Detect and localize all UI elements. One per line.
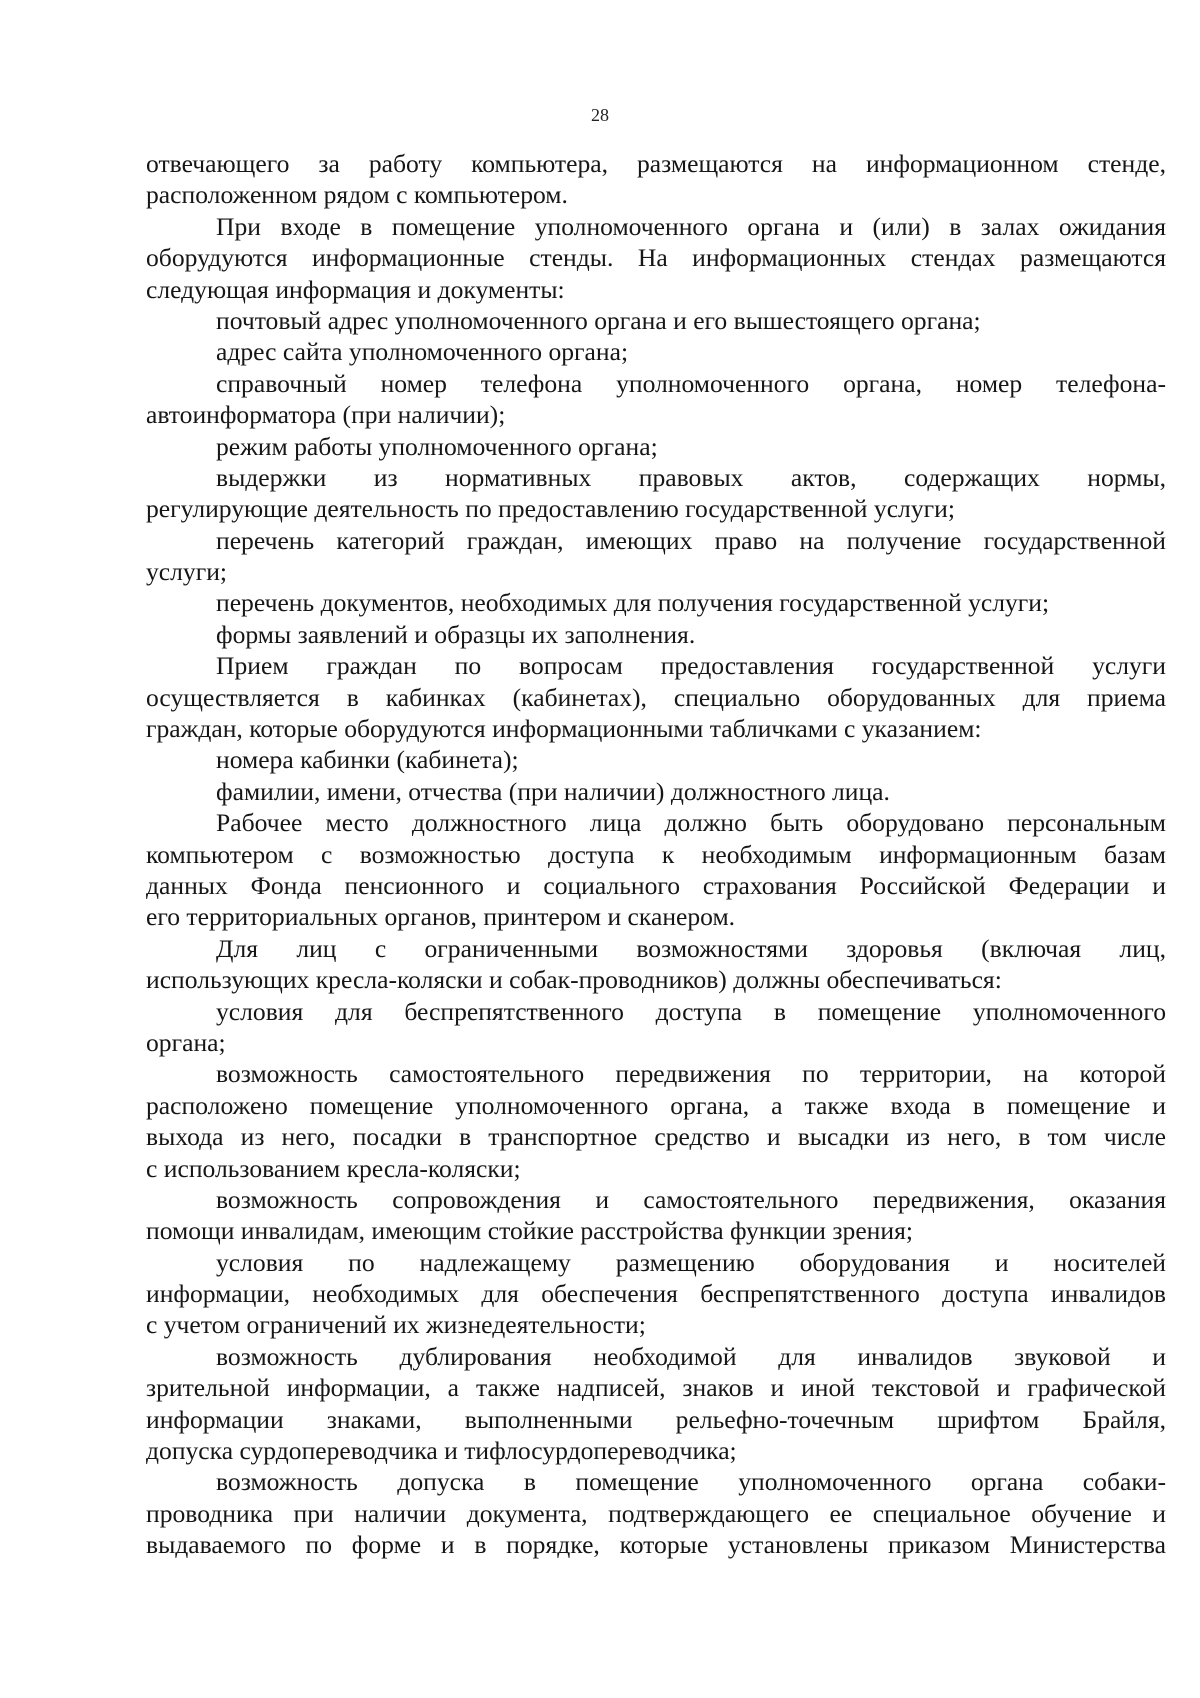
text-line: помощи инвалидам, имеющим стойкие расстройства функции зрения; bbox=[146, 1216, 913, 1246]
text-line: проводника при наличии документа, подтверждающего ее специальное обучение и bbox=[146, 1498, 1166, 1528]
text-line: отвечающего за работу компьютера, размещаются на информационном стенде, bbox=[146, 149, 1166, 178]
text-line: перечень документов, необходимых для получения государственной услуги; bbox=[216, 588, 1050, 618]
text-line: перечень категорий граждан, имеющих право на получение государственной bbox=[216, 525, 1166, 555]
text-line: с учетом ограничений их жизнедеятельности; bbox=[146, 1310, 646, 1340]
text-line: выхода из него, посадки в транспортное средство и высадки из него, в том числе bbox=[146, 1122, 1166, 1152]
text-line: возможность допуска в помещение уполномоченного органа собаки- bbox=[216, 1467, 1166, 1497]
text-line: регулирующие деятельность по предоставлению государственной услуги; bbox=[146, 494, 955, 524]
text-line: фамилии, имени, отчества (при наличии) должностного лица. bbox=[216, 776, 890, 806]
text-line: адрес сайта уполномоченного органа; bbox=[216, 337, 629, 367]
text-line: условия для беспрепятственного доступа в помещение уполномоченного bbox=[216, 996, 1166, 1026]
text-line: данных Фонда пенсионного и социального страхования Российской Федерации и bbox=[146, 870, 1166, 900]
text-line: справочный номер телефона уполномоченного органа, номер телефона- bbox=[216, 368, 1166, 398]
text-line: зрительной информации, а также надписей, знаков и иной текстовой и графической bbox=[146, 1373, 1166, 1403]
text-line: При входе в помещение уполномоченного органа и (или) в залах ожидания bbox=[216, 211, 1166, 241]
text-line: автоинформатора (при наличии); bbox=[146, 400, 506, 430]
text-line: номера кабинки (кабинета); bbox=[216, 745, 519, 775]
text-line: Рабочее место должностного лица должно быть оборудовано персональным bbox=[216, 808, 1166, 838]
text-line: информации, необходимых для обеспечения беспрепятственного доступа инвалидов bbox=[146, 1279, 1166, 1309]
text-line: Прием граждан по вопросам предоставления государственной услуги bbox=[216, 651, 1166, 681]
text-line: граждан, которые оборудуются информационными табличками с указанием: bbox=[146, 714, 982, 744]
text-line: возможность дублирования необходимой для инвалидов звуковой и bbox=[216, 1341, 1166, 1371]
text-line: расположенном рядом с компьютером. bbox=[146, 180, 568, 210]
text-line: расположено помещение уполномоченного органа, а также входа в помещение и bbox=[146, 1090, 1166, 1120]
text-line: информации знаками, выполненными рельефно-точечным шрифтом Брайля, bbox=[146, 1404, 1166, 1434]
text-line: выдаваемого по форме и в порядке, которые установлены приказом Министерства bbox=[146, 1530, 1166, 1560]
text-line: формы заявлений и образцы их заполнения. bbox=[216, 619, 696, 649]
page-number: 28 bbox=[591, 105, 609, 125]
text-line: услуги; bbox=[146, 557, 228, 587]
text-line: его территориальных органов, принтером и сканером. bbox=[146, 902, 736, 932]
text-line: осуществляется в кабинках (кабинетах), специально оборудованных для приема bbox=[146, 682, 1166, 712]
text-line: компьютером с возможностью доступа к необходимым информационным базам bbox=[146, 839, 1166, 869]
text-line: органа; bbox=[146, 1027, 226, 1057]
text-line: почтовый адрес уполномоченного органа и его вышестоящего органа; bbox=[216, 305, 981, 335]
text-line: условия по надлежащему размещению оборудования и носителей bbox=[216, 1247, 1166, 1277]
document-body bbox=[146, 148, 1166, 1561]
text-line: допуска сурдопереводчика и тифлосурдопереводчика; bbox=[146, 1436, 737, 1466]
text-line: возможность сопровождения и самостоятельного передвижения, оказания bbox=[216, 1184, 1166, 1214]
text-line: использующих кресла-коляски и собак-проводников) должны обеспечиваться: bbox=[146, 965, 1002, 995]
text-line: режим работы уполномоченного органа; bbox=[216, 431, 658, 461]
text-line: выдержки из нормативных правовых актов, содержащих нормы, bbox=[216, 462, 1166, 492]
text-line: с использованием кресла-коляски; bbox=[146, 1153, 521, 1183]
text-line: возможность самостоятельного передвижения по территории, на которой bbox=[216, 1059, 1166, 1089]
text-line: Для лиц с ограниченными возможностями здоровья (включая лиц, bbox=[216, 933, 1166, 963]
text-line: следующая информация и документы: bbox=[146, 274, 565, 304]
text-line: оборудуются информационные стенды. На информационных стендах размещаются bbox=[146, 243, 1166, 273]
